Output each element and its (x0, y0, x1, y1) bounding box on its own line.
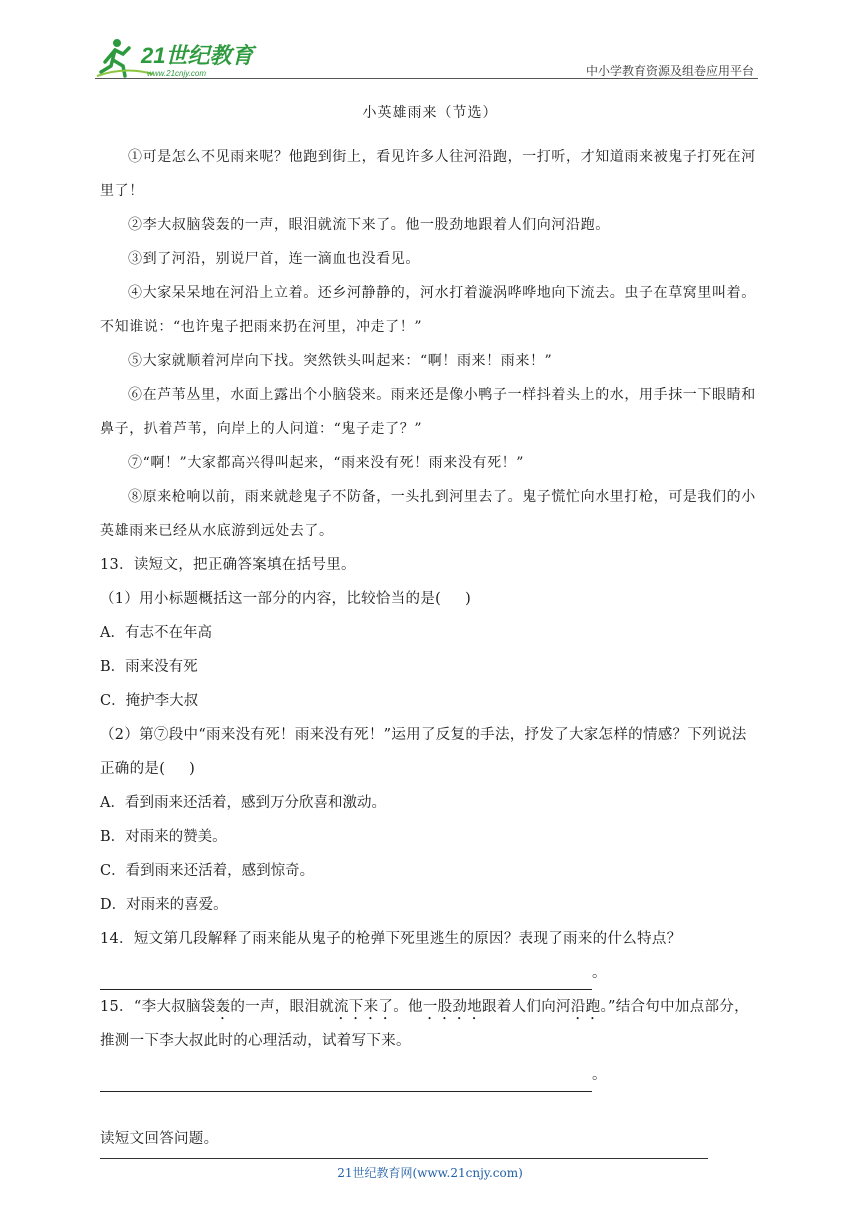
header-divider (95, 78, 758, 79)
answer-row-15 (100, 1058, 760, 1092)
answer-end-15: 。 (592, 1067, 607, 1083)
option-13-2-d: D．对雨来的喜爱。 (100, 897, 228, 913)
question-13: 13．读短文，把正确答案填在括号里。 (100, 557, 356, 573)
option-13-2-c: C．看到雨来还活着，感到惊奇。 (100, 863, 315, 879)
option-13-2-a: A．看到雨来还活着，感到万分欣喜和激动。 (100, 795, 386, 811)
logo-url: www.21cnjy.com (147, 69, 206, 78)
paragraph-7: ⑦“啊！”大家都高兴得叫起来，“雨来没有死！雨来没有死！” (128, 455, 525, 471)
question-13-1-close: ) (465, 591, 472, 607)
footer-text[interactable]: 21世纪教育网(www.21cnjy.com) (337, 1166, 523, 1180)
question-15 (100, 990, 760, 1058)
q15-suffix: 。”结合句中加点部分，推测一下李大叔此时的心理活动，试着写下来。 (100, 999, 749, 1049)
paragraph-3: ③到了河沿，别说尸首，连一滴血也没看见。 (128, 251, 420, 267)
q15-text-1: 李大叔脑袋 (141, 999, 216, 1015)
paragraph-8: ⑧原来枪响以前，雨来就趁鬼子不防备，一头扎到河里去了。鬼子慌忙向水里打枪，可是我们的小英雄雨来已经从水底游到远处去了。 (100, 489, 756, 539)
next-section-instruction: 读短文回答问题。 (100, 1131, 219, 1147)
q15-text-2: 的一声，眼泪就 (230, 999, 334, 1015)
paragraph-2: ②李大叔脑袋轰的一声，眼泪就流下来了。他一股劲地跟着人们向河沿跑。 (128, 217, 610, 233)
question-13-2-stem: （2）第⑦段中“雨来没有死！雨来没有死！”运用了反复的手法，抒发了大家怎样的情感？下列说法正确的是( (100, 727, 747, 777)
answer-line-14[interactable] (100, 967, 592, 990)
question-13-1-stem: （1）用小标题概括这一部分的内容，比较恰当的是( (100, 591, 442, 607)
paragraph-4: ④大家呆呆地在河沿上立着。还乡河静静的，河水打着漩涡哗哗地向下流去。虫子在草窝里叫着。不知谁说：“也许鬼子把雨来扔在河里，冲走了！” (100, 285, 756, 335)
option-13-1-b: B．雨来没有死 (100, 659, 198, 675)
option-13-2-b: B．对雨来的赞美。 (100, 829, 227, 845)
paragraph-1: ①可是怎么不见雨来呢？他跑到街上，看见许多人往河沿跑，一打听，才知道雨来被鬼子打死在河里了！ (100, 149, 756, 199)
q15-dotted-2: 流下来了 (334, 999, 394, 1015)
logo (95, 36, 265, 80)
page-header (95, 36, 758, 80)
paragraph-5: ⑤大家就顺着河岸向下找。突然铁头叫起来：“啊！雨来！雨来！” (128, 353, 553, 369)
footer-divider (100, 1158, 708, 1159)
option-13-1-a: A．有志不在年高 (100, 625, 212, 641)
question-14: 14．短文第几段解释了雨来能从鬼子的枪弹下死里逃生的原因？表现了雨来的什么特点？ (100, 931, 682, 947)
q15-dotted-4: 沿跑 (570, 999, 601, 1015)
answer-end-14: 。 (592, 965, 607, 981)
document-body (100, 102, 760, 1156)
paragraph-6: ⑥在芦苇丛里，水面上露出个小脑袋来。雨来还是像小鸭子一样抖着头上的水，用手抹一下眼睛和鼻子，扒着芦苇，向岸上的人问道：“鬼子走了？” (100, 387, 756, 437)
answer-line-15[interactable] (100, 1069, 592, 1092)
passage-title: 小英雄雨来（节选） (362, 105, 498, 121)
q15-dotted-3: 一股劲地 (422, 999, 483, 1015)
q15-prefix: 15．“ (100, 999, 142, 1015)
question-13-1 (100, 582, 760, 616)
option-13-1-c: C．掩护李大叔 (100, 693, 199, 709)
q15-text-4: 跟着人们向河 (482, 999, 571, 1015)
q15-text-3: 。他 (393, 999, 423, 1015)
header-platform-text: 中小学教育资源及组卷应用平台 (585, 64, 754, 78)
logo-text: 21世纪教育 (141, 43, 254, 68)
answer-row-14 (100, 956, 760, 990)
question-13-2 (100, 718, 760, 786)
question-13-2-close: ) (189, 761, 196, 777)
q15-dotted-1: 轰 (215, 999, 231, 1015)
